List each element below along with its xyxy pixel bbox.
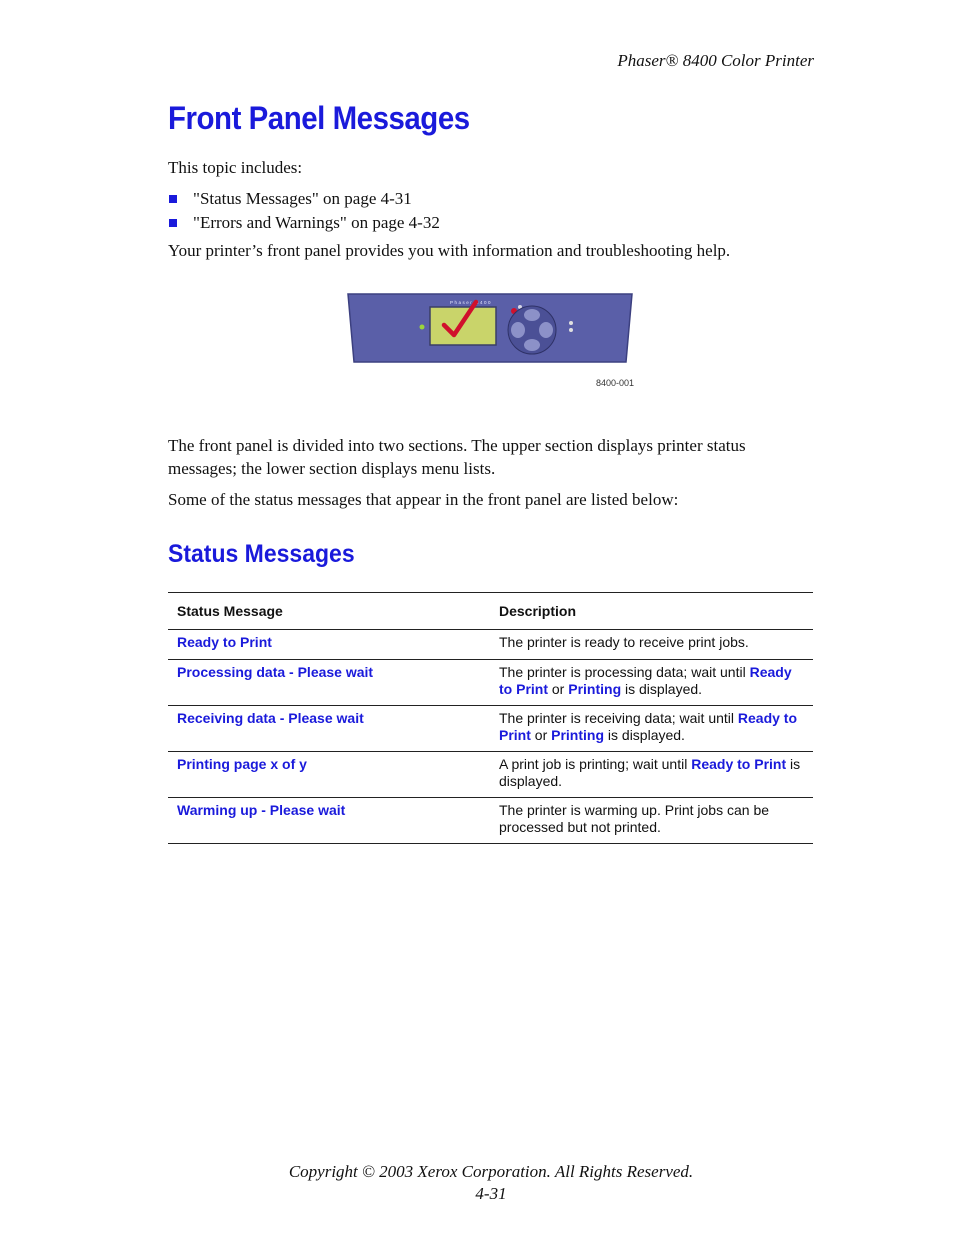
status-message-cell[interactable]: Printing page x of y (168, 752, 490, 798)
square-bullet-icon (169, 219, 177, 227)
column-header: Description (490, 593, 813, 630)
indicator-light-icon (569, 328, 573, 332)
running-header: Phaser® 8400 Color Printer (617, 51, 814, 70)
status-led-icon (420, 325, 425, 330)
description-text: or (548, 681, 569, 697)
page-title: Front Panel Messages (168, 100, 470, 136)
footer-copyright: Copyright © 2003 Xerox Corporation. All Rights Reserved. (288, 1162, 694, 1181)
description-text: The printer is ready to receive print jobs. (499, 634, 749, 650)
topic-link[interactable]: "Status Messages" on page 4-31 (193, 189, 412, 208)
description-cell (490, 660, 813, 706)
body-paragraph-line: messages; the lower section displays menu lists. (168, 459, 496, 478)
ok-button (539, 322, 553, 338)
status-messages-table (168, 592, 813, 844)
footer-page-number: 4-31 (475, 1184, 507, 1203)
description-text: The printer is warming up. Print jobs can be processed but not printed. (499, 802, 770, 835)
topic-list-item[interactable] (168, 187, 440, 211)
description-text: is displayed. (499, 756, 801, 789)
description-cell (490, 798, 813, 844)
description-cell (490, 706, 813, 752)
table-row (168, 706, 813, 752)
description-text: A print job is printing; wait until (499, 756, 692, 772)
section-title: Status Messages (168, 540, 355, 568)
up-arrow-button (524, 309, 540, 321)
description-cell (490, 630, 813, 660)
body-paragraph: Some of the status messages that appear in the front panel are listed below: (168, 490, 679, 509)
table-row (168, 630, 813, 660)
description-cell (490, 752, 813, 798)
topic-list-item[interactable] (168, 211, 440, 235)
body-paragraph-line: The front panel is divided into two sections. The upper section displays printer status (168, 436, 746, 455)
square-bullet-icon (169, 195, 177, 203)
status-message-cell[interactable]: Processing data - Please wait (168, 660, 490, 706)
status-reference[interactable]: Printing (568, 681, 622, 697)
front-panel-illustration (346, 292, 636, 392)
table-row (168, 798, 813, 844)
description-text: The printer is receiving data; wait until (499, 710, 738, 726)
intro-summary: Your printer’s front panel provides you with information and troubleshooting help. (168, 241, 731, 260)
indicator-light-icon (569, 321, 573, 325)
topic-link[interactable]: "Errors and Warnings" on page 4-32 (193, 213, 440, 232)
description-text: is displayed. (604, 727, 685, 743)
description-text: The printer is processing data; wait until (499, 664, 750, 680)
status-message-cell[interactable]: Ready to Print (168, 630, 490, 660)
status-message-cell[interactable]: Receiving data - Please wait (168, 706, 490, 752)
status-reference[interactable]: Ready to Print (499, 710, 798, 743)
body-paragraph (168, 434, 746, 480)
table-row (168, 752, 813, 798)
description-text: or (530, 727, 552, 743)
panel-brand: Phaser 8400 (450, 300, 493, 305)
back-button (511, 322, 525, 338)
table-header-row (168, 593, 813, 630)
column-header: Status Message (168, 593, 490, 630)
figure-label: 8400-001 (596, 378, 635, 388)
topic-list (168, 187, 440, 235)
description-text: is displayed. (621, 681, 703, 697)
status-reference[interactable]: Ready to Print (691, 756, 787, 772)
status-reference[interactable]: Ready to Print (499, 664, 792, 697)
status-message-cell[interactable]: Warming up - Please wait (168, 798, 490, 844)
intro-lead: This topic includes: (168, 158, 303, 177)
down-arrow-button (524, 339, 540, 351)
lcd-screen (430, 307, 496, 345)
table-row (168, 660, 813, 706)
status-reference[interactable]: Printing (551, 727, 605, 743)
